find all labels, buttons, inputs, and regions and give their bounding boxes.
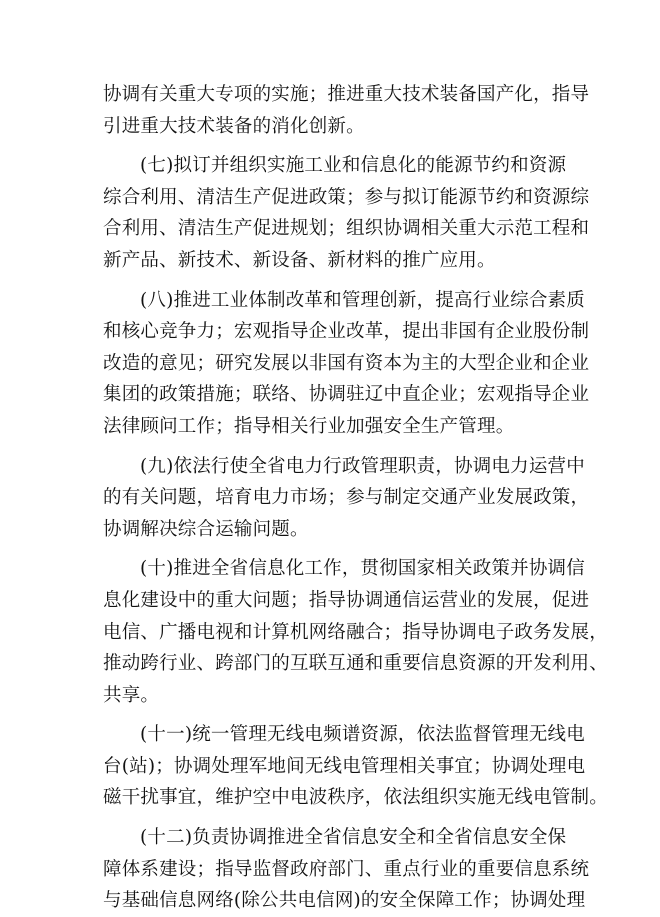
text-line: 与基础信息网络(除公共电信网)的安全保障工作；协调处理 — [103, 890, 586, 912]
text-line: 引进重大技术装备的消化创新。 — [103, 115, 365, 137]
text-line: 法律顾问工作；指导相关行业加强安全生产管理。 — [103, 415, 515, 437]
text-line: 和核心竞争力；宏观指导企业改革，提出非国有企业股份制 — [103, 321, 590, 343]
text-line: 障体系建设；指导监督政府部门、重点行业的重要信息系统 — [103, 858, 590, 880]
text-line: 磁干扰事宜，维护空中电波秩序，依法组织实施无线电管制。 — [103, 787, 608, 809]
text-line: 电信、广播电视和计算机网络融合；指导协调电子政务发展， — [103, 621, 608, 643]
text-line: 合利用、清洁生产促进规划；组织协调相关重大示范工程和 — [103, 218, 590, 240]
text-line: 综合利用、清洁生产促进政策；参与拟订能源节约和资源综 — [103, 186, 590, 208]
paragraph-item-11 — [103, 719, 608, 814]
text-line: 协调解决综合运输问题。 — [103, 518, 309, 540]
text-line: (八)推进工业体制改革和管理创新，提高行业综合素质 — [140, 289, 585, 311]
text-line: (十二)负责协调推进全省信息安全和全省信息安全保 — [140, 827, 567, 849]
text-line: (七)拟订并组织实施工业和信息化的能源节约和资源 — [140, 155, 567, 177]
text-line: 推动跨行业、跨部门的互联互通和重要信息资源的开发利用、 — [103, 653, 608, 675]
text-line: (十)推进全省信息化工作，贯彻国家相关政策并协调信 — [140, 558, 585, 580]
text-line: 集团的政策措施；联络、协调驻辽中直企业；宏观指导企业 — [103, 384, 590, 406]
text-line: (十一)统一管理无线电频谱资源，依法监督管理无线电 — [140, 724, 585, 746]
text-line: 息化建设中的重大问题；指导协调通信运营业的发展，促进 — [103, 589, 590, 611]
text-line: 改造的意见；研究发展以非国有资本为主的大型企业和企业 — [103, 352, 590, 374]
text-line: 协调有关重大专项的实施；推进重大技术装备国产化，指导 — [103, 84, 590, 105]
paragraph-item-10 — [103, 553, 608, 711]
paragraph-item-12 — [103, 822, 600, 917]
text-line: 台(站)；协调处理军地间无线电管理相关事宜；协调处理电 — [103, 755, 586, 777]
text-line: (九)依法行使全省电力行政管理职责，协调电力运营中 — [140, 455, 585, 477]
paragraph-item-7 — [103, 150, 600, 276]
paragraph-item-9 — [103, 451, 600, 546]
text-line: 的有关问题，培育电力市场；参与制定交通产业发展政策， — [103, 487, 590, 509]
text-line: 共享。 — [103, 684, 160, 706]
text-line: 新产品、新技术、新设备、新材料的推广应用。 — [103, 249, 496, 271]
paragraph-continuation — [103, 79, 600, 142]
paragraph-item-8 — [103, 285, 600, 443]
